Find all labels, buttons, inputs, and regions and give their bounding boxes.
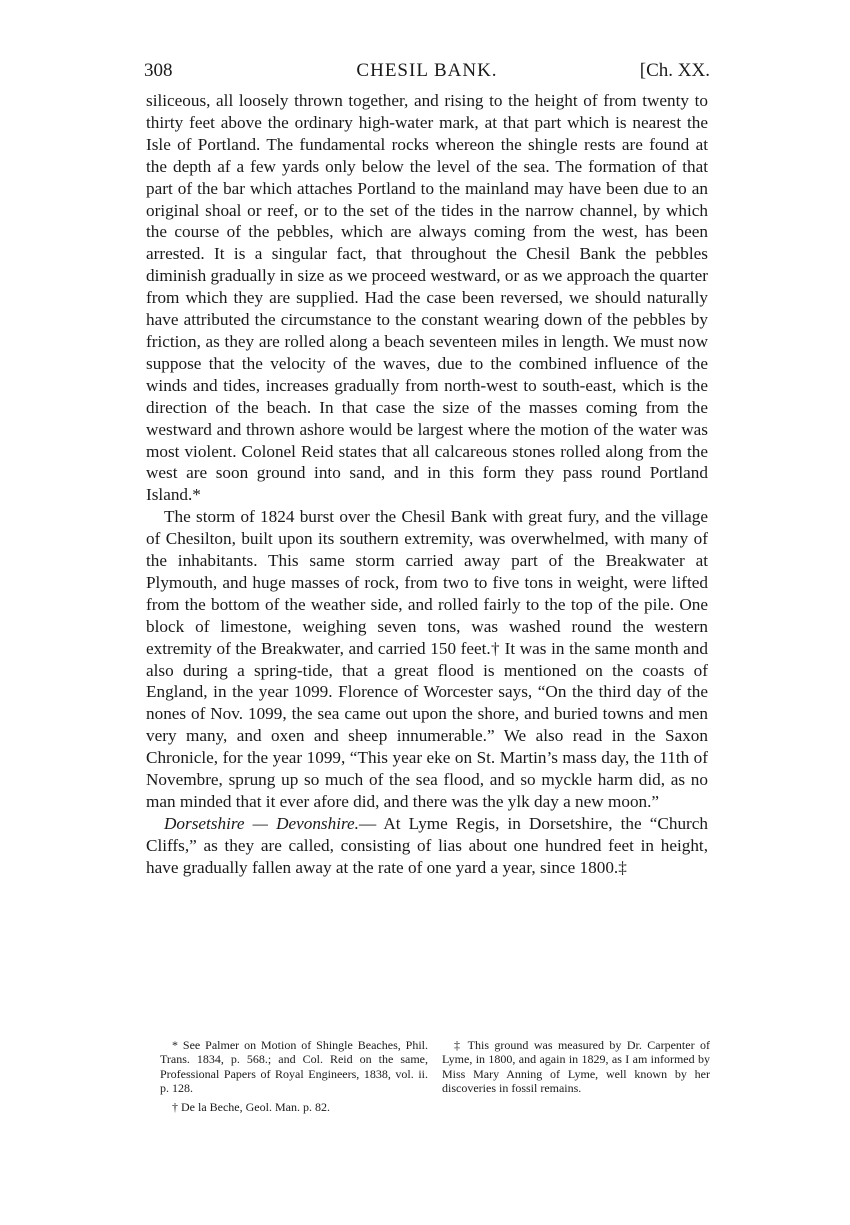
footnote-dagger: † De la Beche, Geol. Man. p. 82.: [172, 1099, 330, 1114]
footnotes-right-column: [442, 1038, 710, 1100]
footnotes-left-column: [160, 1038, 428, 1118]
running-title: CHESIL BANK.: [356, 60, 498, 81]
footnote-star: * See Palmer on Motion of Shingle Beaches, Phil. Trans. 1834, p. 568.; and Col. Reid on the same, Professional Papers of Royal Engineers, 1838, vol. ii. p. 128.: [160, 1038, 428, 1096]
paragraph-3: [146, 813, 708, 879]
chapter-label: [Ch. XX.: [639, 60, 710, 81]
paragraph-3-text: — At Lyme Regis, in Dorsetshire, the “Church Cliffs,” as they are called, consisting of lias about one hundred feet in height, have gradually fallen away at the rate of one yard a year, since 1800.‡: [146, 813, 709, 877]
paragraph-2: The storm of 1824 burst over the Chesil Bank with great fury, and the village of Chesilton, built upon its southern extremity, was overwhelmed, with many of the inhabitants. This same storm carried away part of the Breakwater at Plymouth, and huge masses of rock, from two to five tons in weight, were lifted from the bottom of the weather side, and rolled fairly to the top of the pile. One block of limestone, weighing seven tons, was washed round the western extremity of the Breakwater, and carried 150 feet.† It was in the same month and also during a spring-tide, that a great flood is mentioned on the coasts of England, in the year 1099. Florence of Worcester says, “On the third day of the nones of Nov. 1099, the sea came out upon the shore, and buried towns and men very many, and oxen and sheep innumerable.” We also read in the Saxon Chronicle, for the year 1099, “This year eke on St. Martin’s mass day, the 11th of Novembre, sprung up so much of the sea flood, and so myckle harm did, as no man minded that it ever afore did, and there was the ylk day a new moon.”: [146, 507, 708, 811]
running-header: [144, 60, 710, 86]
body-text: [146, 90, 708, 879]
paragraph-1: siliceous, all loosely thrown together, and rising to the height of from twenty to thirty feet above the ordinary high-water mark, at that part which is nearest the Isle of Portland. The fundamental rocks whereon the shingle rests are found at the depth af a few yards only below the level of the sea. The formation of that part of the bar which attaches Portland to the mainland may have been due to an original shoal or reef, or to the set of the tides in the narrow channel, by which the course of the pebbles, which are always coming from the west, has been arrested. It is a singular fact, that throughout the Chesil Bank the pebbles diminish gradually in size as we proceed westward, or as we approach the quarter from which they are supplied. Had the case been reversed, we should naturally have attributed the circumstance to the constant wearing down of the pebbles by friction, as they are rolled along a beach seventeen miles in length. We must now suppose that the velocity of the waves, due to the combined influence of the winds and tides, increases gradually from north-west to south-east, which is the direction of the beach. In that case the size of the masses coming from the westward and thrown ashore would be largest where the motion of the water was most violent. Colonel Reid states that all calcareous stones rolled along from the west are soon ground into sand, and in this form they pass round Portland Island.*: [146, 91, 708, 505]
page-number: 308: [144, 60, 173, 81]
section-heading: Dorsetshire — Devonshire.: [164, 813, 359, 833]
footnote-double-dagger: ‡ This ground was measured by Dr. Carpenter of Lyme, in 1800, and again in 1829, as I am informed by Miss Mary Anning of Lyme, well known by her discoveries in fossil remains.: [442, 1038, 710, 1096]
